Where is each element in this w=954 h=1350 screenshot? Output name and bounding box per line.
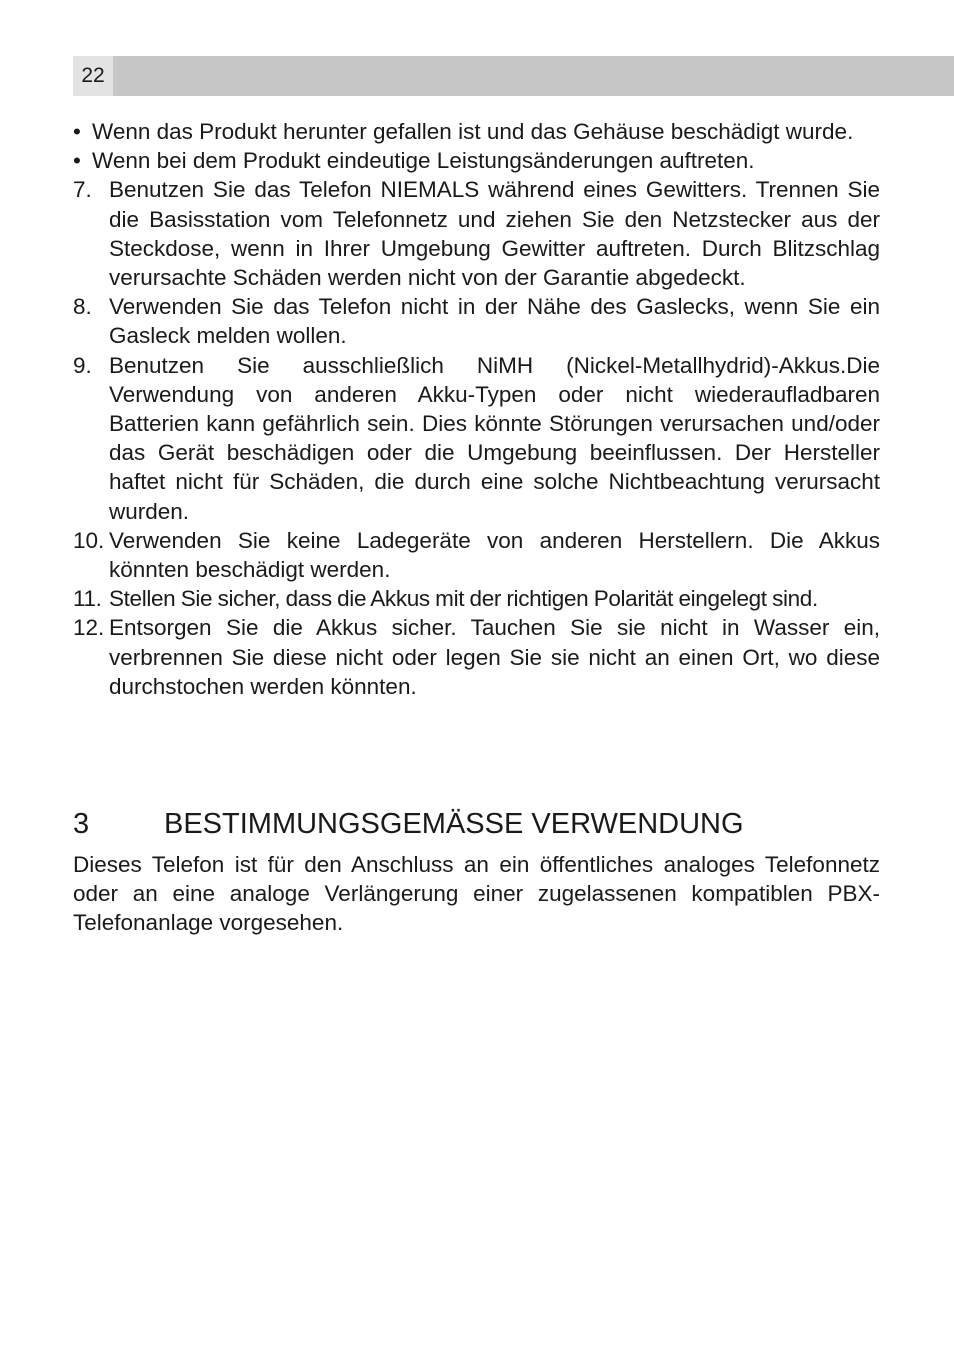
page-header-bar — [73, 56, 954, 96]
list-item-text: Benutzen Sie ausschließlich NiMH (Nickel-Metallhydrid)-Akkus.Die Verwendung von anderen Akku-Typen oder nicht wiederaufladbaren Batterien kann gefährlich sein. Dies könnte Störungen verursachen und/oder das Gerät beschädigen oder die Umgebung beeinflussen. Der Hersteller haftet nicht für Schäden, die durch eine solche Nichtbeachtung verursacht wurden. — [109, 352, 880, 524]
section-heading — [73, 806, 744, 842]
list-item-text: Benutzen Sie das Telefon NIEMALS während eines Gewitters. Trennen Sie die Basisstation vom Telefonnetz und ziehen Sie den Netzstecker aus der Steckdose, wenn in Ihrer Umgebung Gewitter auftreten. Durch Blitzschlag verursachte Schäden werden nicht von der Garantie abgedeckt. — [109, 177, 880, 291]
list-item-number: 12. — [73, 615, 105, 641]
safety-instructions-list — [73, 117, 880, 701]
list-item — [73, 292, 880, 350]
page-number: 22 — [73, 56, 113, 96]
list-item-number: 10. — [73, 527, 105, 553]
list-item-number: 11. — [73, 586, 102, 612]
list-item — [73, 584, 880, 613]
list-item — [73, 613, 880, 701]
section-paragraph: Dieses Telefon ist für den Anschluss an ein öffentliches analoges Telefonnetz oder an eine analoge Verlängerung einer zugelassenen kompatiblen PBX-Telefonanlage vorgesehen. — [73, 852, 880, 936]
list-item-number: 8. — [73, 294, 92, 320]
list-item-text: Entsorgen Sie die Akkus sicher. Tauchen Sie sie nicht in Wasser ein, verbrennen Sie diese nicht oder legen Sie sie nicht an einen Ort, wo diese durchstochen werden könnten. — [109, 615, 880, 699]
list-item-text: Verwenden Sie keine Ladegeräte von anderen Herstellern. Die Akkus könnten beschädigt werden. — [109, 527, 880, 583]
list-item-number: 9. — [73, 352, 92, 378]
section-title: BESTIMMUNGSGEMÄSSE VERWENDUNG — [164, 808, 744, 840]
list-item-number: 7. — [73, 177, 92, 203]
list-item — [73, 117, 880, 146]
list-item-text: Wenn bei dem Produkt eindeutige Leistungsänderungen auftreten. — [92, 148, 755, 174]
list-item — [73, 351, 880, 526]
list-item — [73, 526, 880, 584]
bullet-marker: • — [73, 148, 81, 174]
bullet-marker: • — [73, 119, 81, 144]
list-item-text: Stellen Sie sicher, dass die Akkus mit der richtigen Polarität eingelegt sind. — [109, 586, 818, 612]
list-item — [73, 175, 880, 292]
list-item-text: Wenn das Produkt herunter gefallen ist und das Gehäuse beschädigt wurde. — [92, 119, 854, 144]
section-number: 3 — [73, 808, 90, 840]
list-item — [73, 146, 880, 175]
list-item-text: Verwenden Sie das Telefon nicht in der Nähe des Gaslecks, wenn Sie ein Gasleck melden wollen. — [109, 294, 880, 349]
